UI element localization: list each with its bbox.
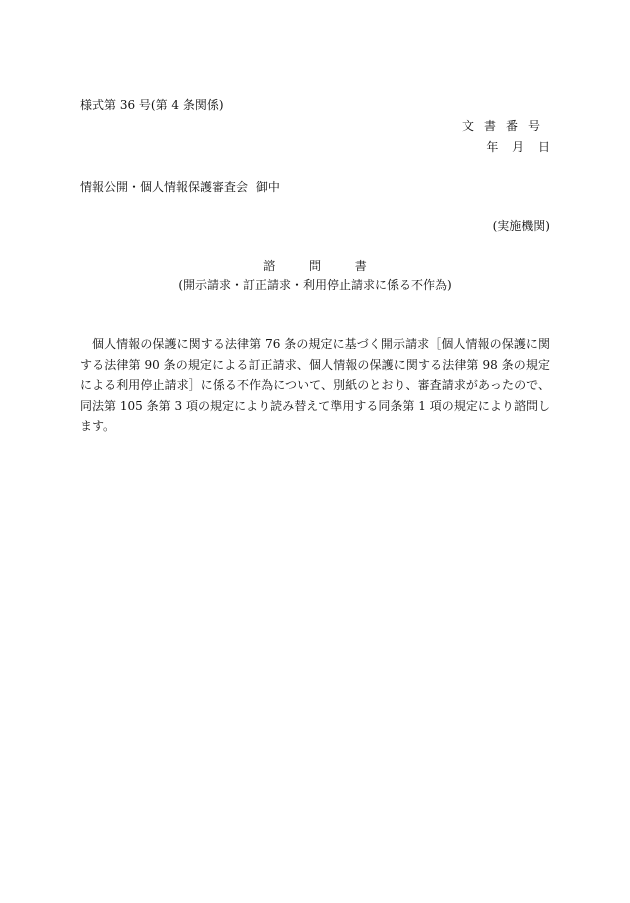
document-subtitle: (開示請求・訂正請求・利用停止請求に係る不作為) <box>178 278 452 292</box>
recipient: 情報公開・個人情報保護審査会 御中 <box>80 180 280 194</box>
body-paragraph: 個人情報の保護に関する法律第 76 条の規定に基づく開示請求［個人情報の保護に関する法律第 90 条の規定による訂正請求、個人情報の保護に関する法律第 98 条の規定による利用停止請求］に係る不作為について、別紙のとおり、審査請求があったので、同法第 105 条第 3 項の規定により読み替えて準用する同条第 1 項の規定により諮問します。 <box>80 337 550 433</box>
implementing-agency: (実施機関) <box>492 219 550 233</box>
form-number: 様式第 36 号(第 4 条関係) <box>80 98 224 112</box>
document-number-label: 文書番号 <box>461 119 550 133</box>
date-label: 年 月 日 <box>486 140 550 154</box>
document-title: 諮 問 書 <box>263 259 367 273</box>
